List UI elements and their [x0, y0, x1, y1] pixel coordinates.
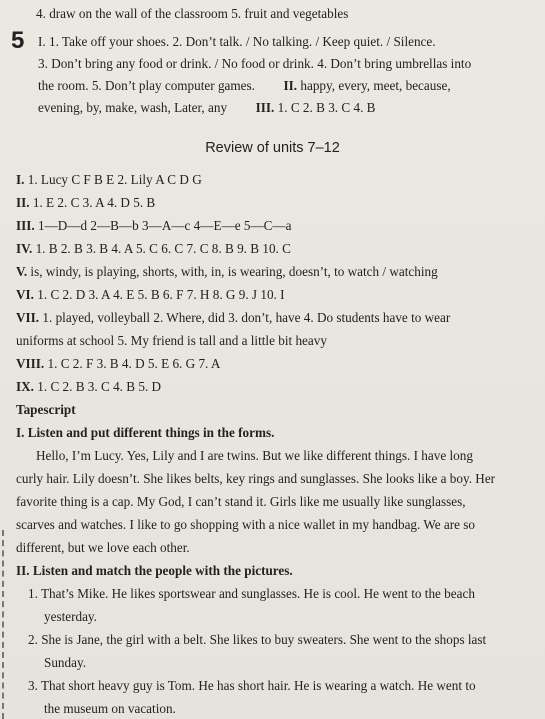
tapescript-section-2-heading: II. Listen and match the people with the pictures. [16, 563, 293, 578]
answer-section-number: II. [16, 195, 30, 210]
answer-section-text: 1. E 2. C 3. A 4. D 5. B [29, 195, 156, 210]
unit5-section-ii-text: happy, every, meet, because, [297, 78, 451, 93]
answer-section-number: I. [16, 172, 25, 187]
review-answer-row [16, 217, 291, 235]
answer-section-text: 1. C 2. D 3. A 4. E 5. B 6. F 7. H 8. G 9. J 10. I [33, 287, 285, 302]
review-answer-row [16, 263, 438, 281]
answer-section-number: VI. [16, 287, 34, 302]
unit5-answer-line-1: I. 1. Take off your shoes. 2. Don’t talk. / No talking. / Keep quiet. / Silence. [38, 34, 436, 49]
tapescript-item-line: Sunday. [44, 655, 87, 670]
unit5-section-iii-text: 1. C 2. B 3. C 4. B [274, 100, 376, 115]
unit5-line3-text: the room. 5. Don’t play computer games. [38, 78, 255, 93]
answer-section-text: 1. played, volleyball 2. Where, did 3. don’t, have 4. Do students have to wear [39, 310, 451, 325]
previous-answer-line: 4. draw on the wall of the classroom 5. fruit and vegetables [36, 6, 349, 21]
answer-section-number: VII. [16, 310, 40, 325]
answer-section-text: 1. C 2. F 3. B 4. D 5. E 6. G 7. A [44, 356, 221, 371]
unit5-answer-line-3 [38, 77, 451, 95]
answer-section-text: is, windy, is playing, shorts, with, in, is wearing, doesn’t, to watch / watching [27, 264, 438, 279]
unit5-line4-text: evening, by, make, wash, Later, any [38, 100, 228, 115]
unit-number-marker: 5 [11, 27, 25, 54]
tapescript-paragraph-line: Hello, I’m Lucy. Yes, Lily and I are twins. But we like different things. I have long [36, 448, 473, 463]
tapescript-section-1-heading: I. Listen and put different things in the forms. [16, 425, 275, 440]
review-answer-row [16, 194, 155, 212]
answer-section-number: IV. [16, 241, 33, 256]
tapescript-heading: Tapescript [16, 402, 76, 417]
review-answer-row [16, 240, 291, 258]
review-answer-row [16, 286, 285, 304]
tapescript-item-line: 3. That short heavy guy is Tom. He has short hair. He is wearing a watch. He went to [28, 678, 476, 693]
binding-cut-line [2, 530, 4, 719]
review-answer-row [16, 355, 220, 373]
unit5-answer-line-4 [38, 99, 375, 117]
unit5-section-ii-label: II. [283, 78, 298, 93]
tapescript-item-line: the museum on vacation. [44, 701, 176, 716]
review-title: Review of units 7–12 [205, 140, 340, 156]
unit5-answer-line-2: 3. Don’t bring any food or drink. / No food or drink. 4. Don’t bring umbrellas into [38, 56, 472, 71]
tapescript-item-line: yesterday. [44, 609, 97, 624]
tapescript-paragraph-line: different, but we love each other. [16, 540, 190, 555]
review-answer-row [16, 309, 450, 327]
answer-section-text: 1. C 2. B 3. C 4. B 5. D [33, 379, 162, 394]
tapescript-paragraph-line: favorite thing is a cap. My God, I can’t stand it. Girls like me usually like sunglasses, [16, 494, 466, 509]
unit5-section-iii-label: III. [255, 100, 275, 115]
tapescript-paragraph-line: scarves and watches. I like to go shopping with a nice wallet in my handbag. We are so [16, 517, 476, 532]
answer-section-text: 1. B 2. B 3. B 4. A 5. C 6. C 7. C 8. B 9. B 10. C [32, 241, 291, 256]
tapescript-item-line: 2. She is Jane, the girl with a belt. She likes to buy sweaters. She went to the shops last [28, 632, 487, 647]
review-answer-row [16, 171, 202, 189]
review-answer-row [16, 332, 327, 350]
answer-section-text: 1—D—d 2—B—b 3—A—c 4—E—e 5—C—a [34, 218, 292, 233]
answer-section-number: VIII. [16, 356, 45, 371]
answer-section-text: uniforms at school 5. My friend is tall and a little bit heavy [16, 333, 327, 348]
tapescript-item-line: 1. That’s Mike. He likes sportswear and sunglasses. He is cool. He went to the beach [28, 586, 475, 601]
answer-section-number: IX. [16, 379, 34, 394]
review-answer-row [16, 378, 161, 396]
answer-section-number: V. [16, 264, 28, 279]
answer-section-text: 1. Lucy C F B E 2. Lily A C D G [24, 172, 202, 187]
tapescript-paragraph-line: curly hair. Lily doesn’t. She likes belts, key rings and sunglasses. She looks like a boy. Her [16, 471, 496, 486]
answer-section-number: III. [16, 218, 35, 233]
